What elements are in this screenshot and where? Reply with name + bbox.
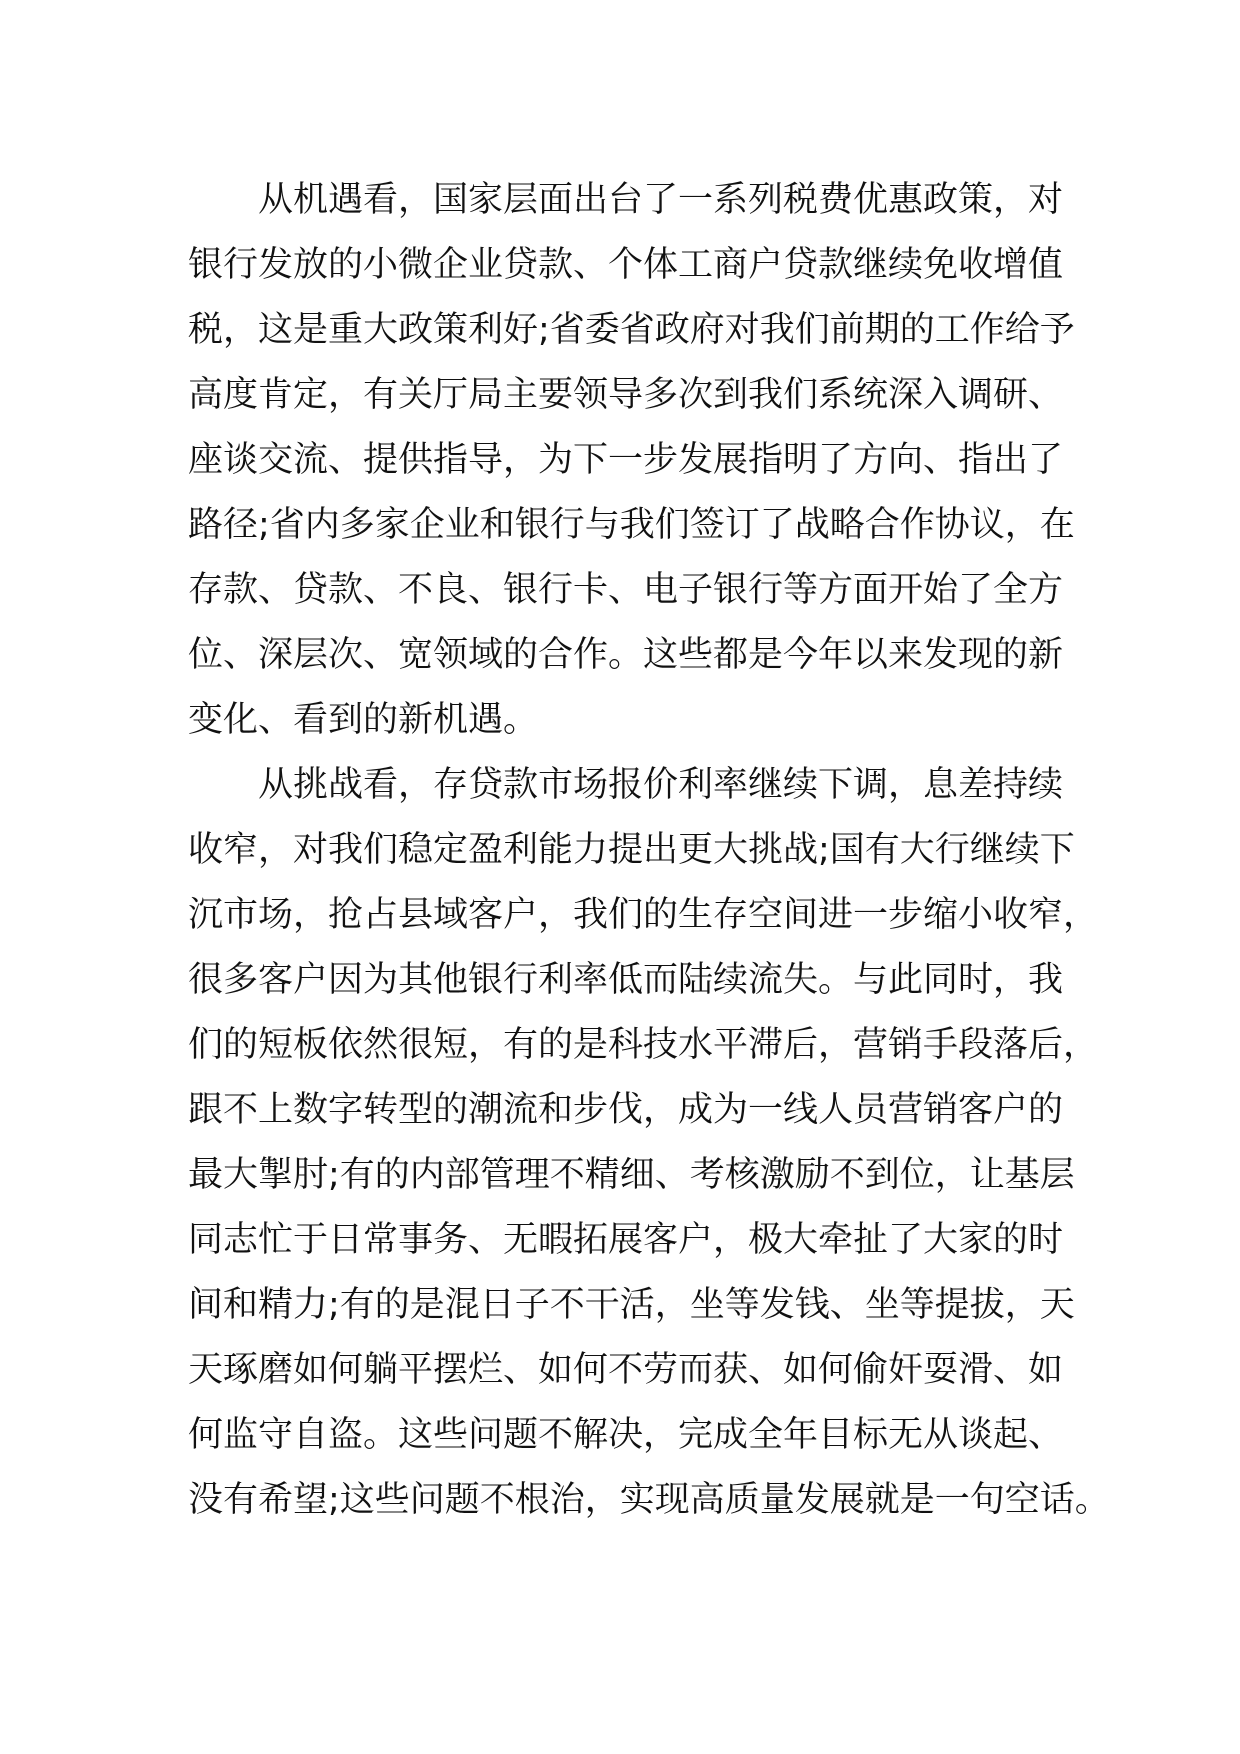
paragraph-line: 跟不上数字转型的潮流和步伐，成为一线人员营销客户的	[188, 1090, 1064, 1130]
paragraph-line: 何监守自盗。这些问题不解决，完成全年目标无从谈起、	[188, 1415, 1064, 1455]
paragraph-line: 很多客户因为其他银行利率低而陆续流失。与此同时，我	[188, 960, 1064, 1000]
paragraph-line: 们的短板依然很短，有的是科技水平滞后，营销手段落后，	[188, 1025, 1099, 1065]
paragraph-challenges	[188, 753, 1110, 1533]
document-body	[188, 168, 1110, 1533]
paragraph-line: 收窄，对我们稳定盈利能力提出更大挑战;国有大行继续下	[188, 830, 1075, 870]
paragraph-line: 没有希望;这些问题不根治，实现高质量发展就是一句空话。	[188, 1480, 1110, 1520]
paragraph-line: 最大掣肘;有的内部管理不精细、考核激励不到位，让基层	[188, 1155, 1075, 1195]
paragraph-line: 路径;省内多家企业和银行与我们签订了战略合作协议，在	[188, 505, 1075, 545]
paragraph-line: 座谈交流、提供指导，为下一步发展指明了方向、指出了	[188, 440, 1064, 480]
paragraph-line: 变化、看到的新机遇。	[188, 700, 539, 740]
paragraph-line: 天琢磨如何躺平摆烂、如何不劳而获、如何偷奸耍滑、如	[188, 1350, 1064, 1390]
paragraph-line: 从挑战看，存贷款市场报价利率继续下调，息差持续	[258, 765, 1064, 805]
paragraph-line: 间和精力;有的是混日子不干活，坐等发钱、坐等提拔，天	[188, 1285, 1075, 1325]
paragraph-line: 存款、贷款、不良、银行卡、电子银行等方面开始了全方	[188, 570, 1064, 610]
paragraph-line: 高度肯定，有关厅局主要领导多次到我们系统深入调研、	[188, 375, 1064, 415]
paragraph-line: 沉市场，抢占县域客户，我们的生存空间进一步缩小收窄，	[188, 895, 1099, 935]
paragraph-line: 银行发放的小微企业贷款、个体工商户贷款继续免收增值	[188, 245, 1064, 285]
paragraph-line: 同志忙于日常事务、无暇拓展客户，极大牵扯了大家的时	[188, 1220, 1064, 1260]
paragraph-line: 位、深层次、宽领域的合作。这些都是今年以来发现的新	[188, 635, 1064, 675]
paragraph-opportunities	[188, 168, 1075, 753]
paragraph-line: 税，这是重大政策利好;省委省政府对我们前期的工作给予	[188, 310, 1075, 350]
paragraph-line: 从机遇看，国家层面出台了一系列税费优惠政策，对	[258, 180, 1064, 220]
